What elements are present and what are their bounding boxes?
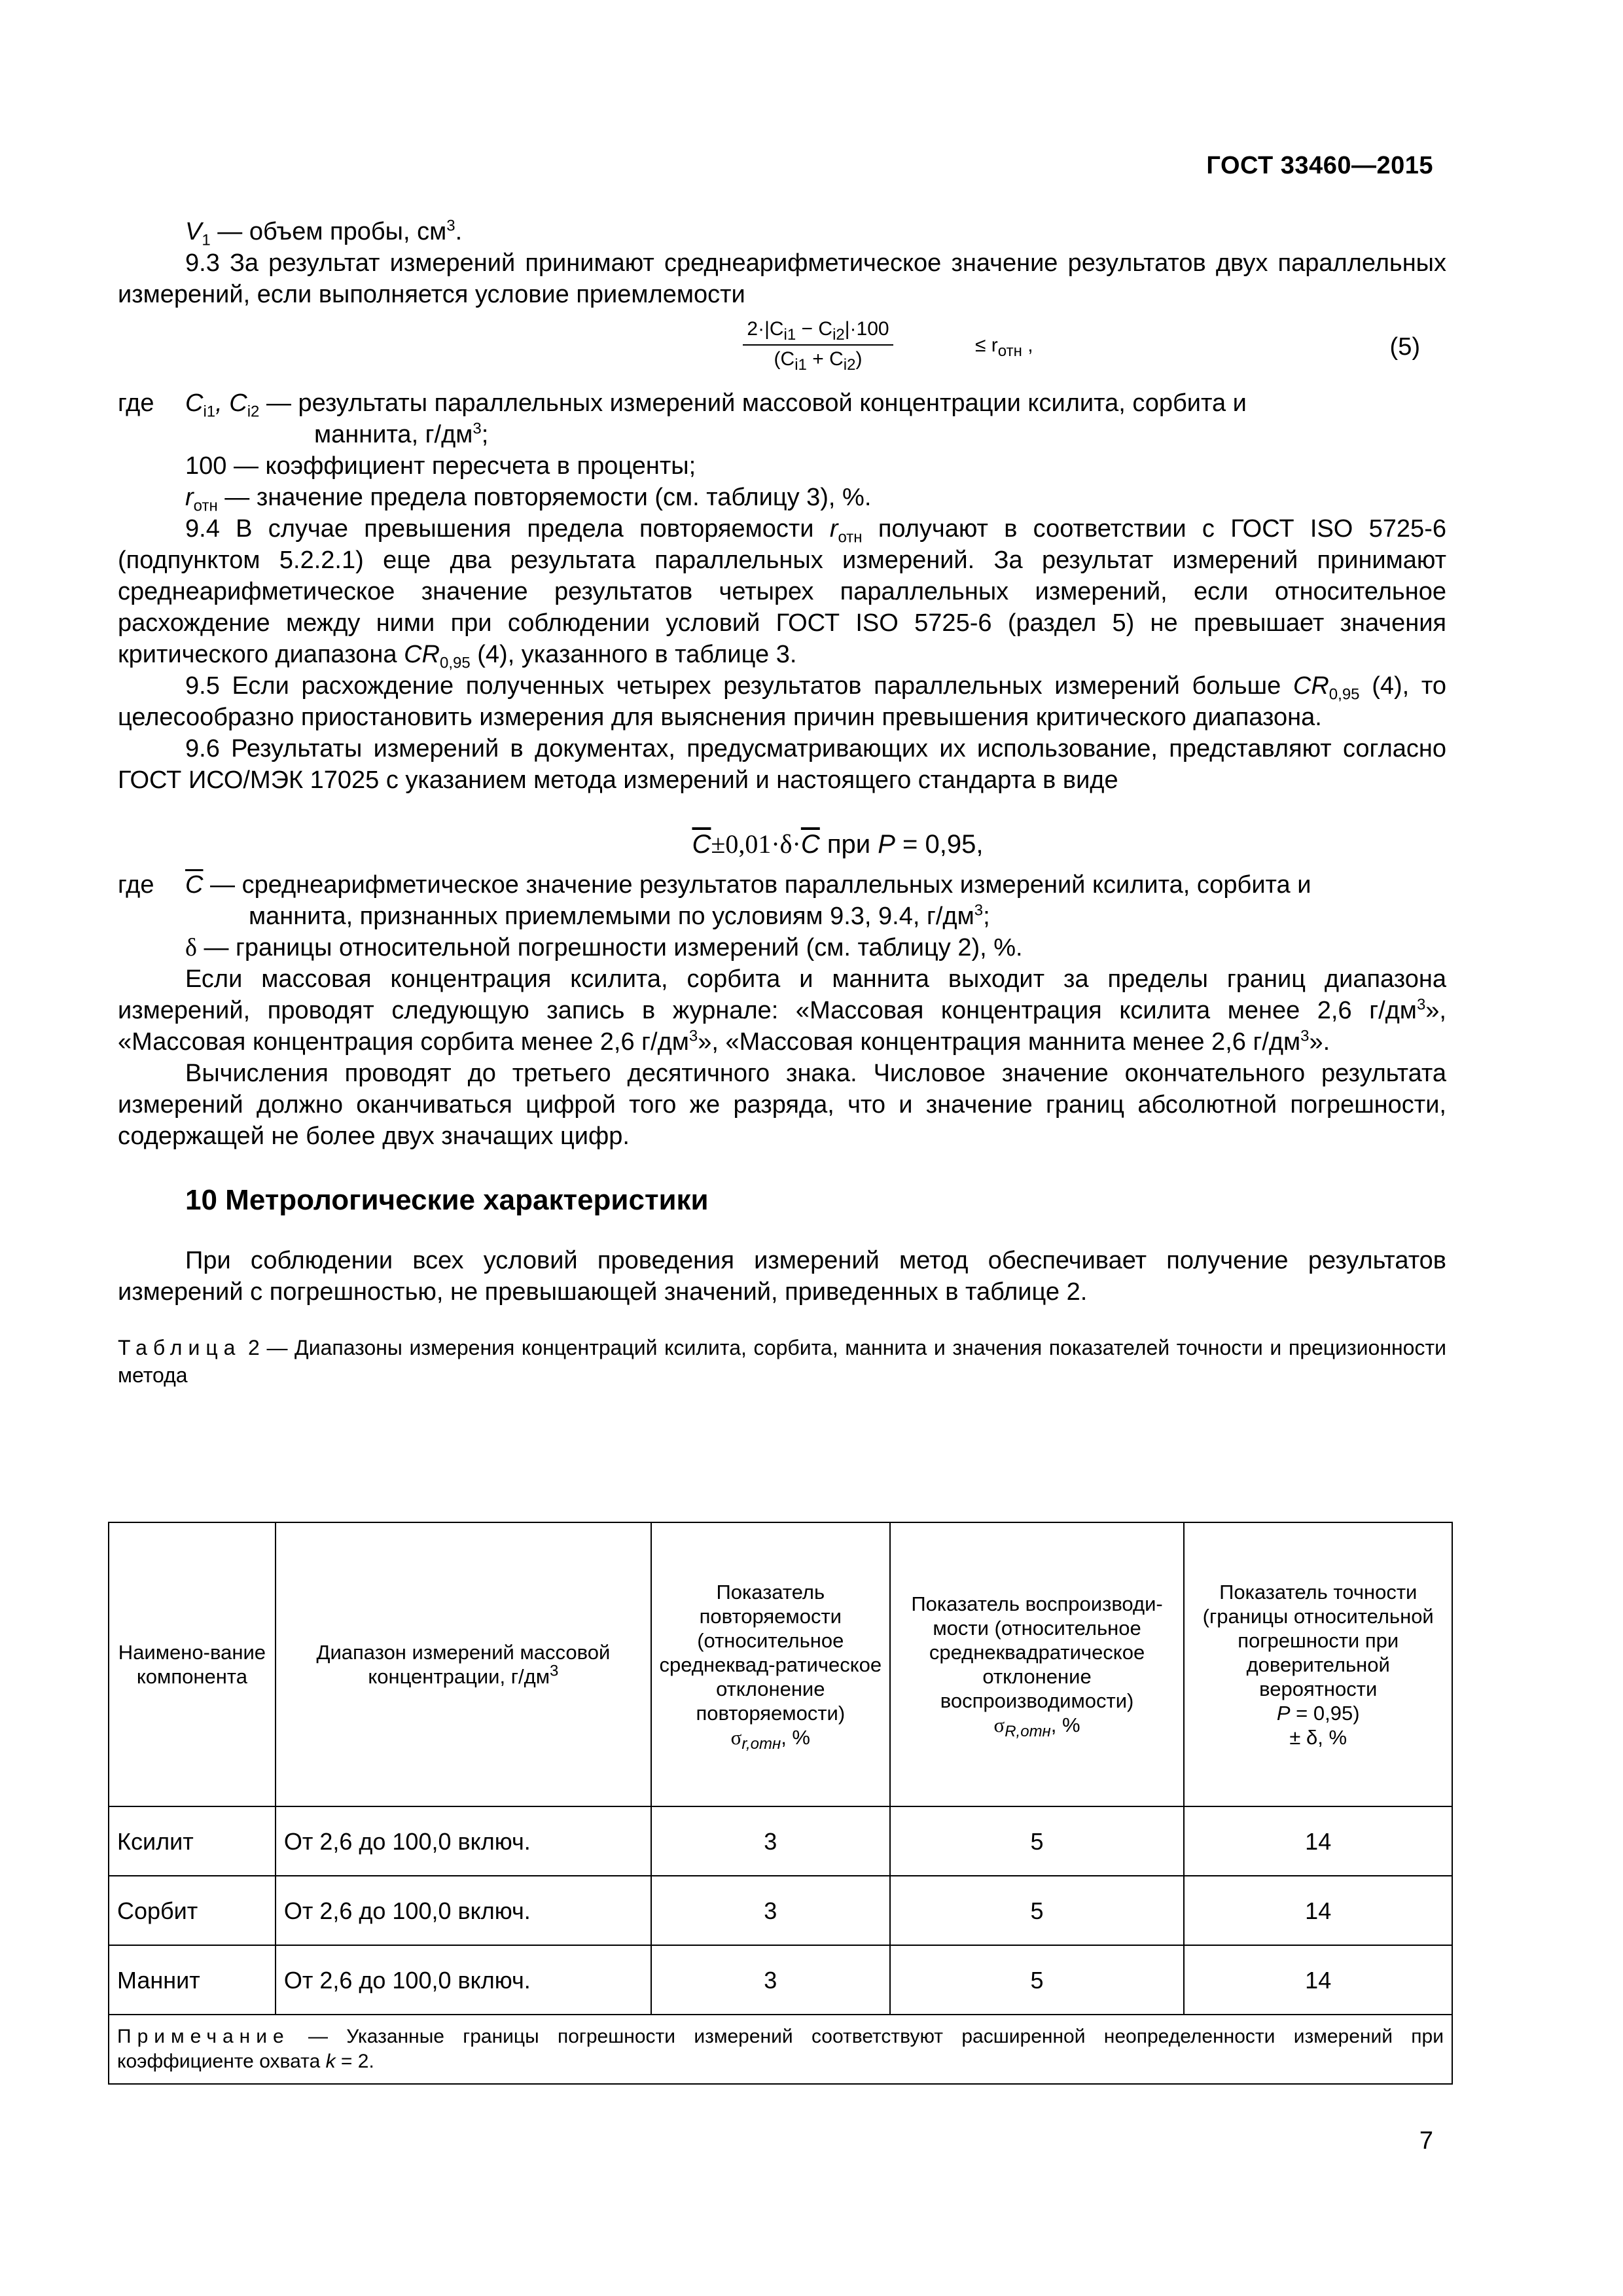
table-row [109, 1945, 1452, 2015]
calculation-paragraph: Вычисления проводят до третьего десятичного знака. Числовое значение окончательного результата измерений должно оканчиваться цифрой того же разряда, что и значение границ абсолютной погрешности, содержащей не более двух значащих цифр. [118, 1060, 1446, 1150]
header-component: Наимено-вание компонента [109, 1522, 276, 1806]
cell-repeatability: 3 [651, 1876, 890, 1945]
table-2-caption: Таблица 2 — Диапазоны измерения концентраций ксилита, сорбита, маннита и значения показателей точности и прецизионности метода [118, 1336, 1446, 1387]
table-note-row [109, 2015, 1452, 2084]
result-formula: $\overline{C}\pm 0,01\cdot\delta\cdot\overline{C}$ при P = 0,95, [692, 829, 984, 859]
where-block-1-continuation: маннита, $г/дм^3$; [314, 420, 489, 448]
cell-repeatability: 3 [651, 1945, 890, 2015]
clause-9-6: 9.6 Результаты измерений в документах, предусматривающих их использование, представляют согласно ГОСТ ИСО/МЭК 17025 с указанием метода измерений и настоящего стандарта в виде [118, 735, 1446, 794]
formula-5-rhs: ≤ $r_{отн}$ , [975, 334, 1033, 360]
where-block-2-continuation: маннита, признанных приемлемыми по условиям 9.3, 9.4, $г/дм^3$; [249, 901, 990, 930]
document-header: ГОСТ 33460—2015 [1206, 152, 1433, 179]
cell-accuracy: 14 [1184, 1945, 1452, 2015]
main-content [118, 216, 1446, 1427]
cell-reproducibility: 5 [890, 1876, 1185, 1945]
section-10-intro: При соблюдении всех условий проведения измерений метод обеспечивает получение результатов измерений с погрешностью, не превышающей значений, приведенных в таблице 2. [118, 1247, 1446, 1306]
formula-5 [118, 313, 1446, 381]
cell-repeatability: 3 [651, 1806, 890, 1876]
header-repeatability: Показатель повторяемости (относительное среднеквад-ратическое отклонение повторяемости) $\sigma_{r,отн}$, % [651, 1522, 890, 1806]
clause-9-4: 9.4 В случае превышения предела повторяемости $r_{отн}$ получают в соответствии с ГОСТ ISO 5725-6 (подпунктом 5.2.2.1) еще два результата параллельных измерений. За результат измерений принимают среднеарифметическое значение результатов четырех параллельных измерений, если относительное расхождение между ними при соблюдении условий ГОСТ ISO 5725-6 (раздел 5) не превышает значения критического диапазона $CR_{0,95}$ (4), указанного в таблице 3. [118, 515, 1446, 672]
cell-name: Маннит [109, 1945, 276, 2015]
table-header-row [109, 1522, 1452, 1806]
delta-definition: δ — границы относительной погрешности измерений (см. таблицу 2), %. [185, 934, 1023, 961]
cell-accuracy: 14 [1184, 1806, 1452, 1876]
header-reproducibility: Показатель воспроизводи-мости (относительное среднеквадратическое отклонение воспроизводимости) $\sigma_{R,отн}$, % [890, 1522, 1185, 1806]
cell-accuracy: 14 [1184, 1876, 1452, 1945]
cell-reproducibility: 5 [890, 1806, 1185, 1876]
coefficient-definition: 100 — коэффициент пересчета в проценты; [185, 452, 696, 480]
header-accuracy: Показатель точности (границы относительной погрешности при доверительной вероятности P = 0,95) ± δ, % [1184, 1522, 1452, 1806]
cell-reproducibility: 5 [890, 1945, 1185, 2015]
header-range: Диапазон измерений массовой концентрации, $г/дм^3$ [276, 1522, 651, 1806]
out-of-range-paragraph: Если массовая концентрация ксилита, сорбита и маннита выходит за пределы границ диапазона измерений, проводят следующую запись в журнале: «Массовая концентрация ксилита менее 2,6 $г/дм^3$», «Массовая концентрация сорбита менее 2,6 $г/дм^3$», «Массовая концентрация маннита менее 2,6 $г/дм^3$». [118, 965, 1446, 1056]
where-block-2: где $\overline{C}$ — среднеарифметическое значение результатов параллельных измерений ксилита, сорбита и [118, 871, 1311, 899]
where-block-1: где $C_{i1}$, $C_{i2}$ — результаты параллельных измерений массовой концентрации ксилита, сорбита и [118, 389, 1247, 421]
cell-name: Ксилит [109, 1806, 276, 1876]
table-note: Примечание — Указанные границы погрешности измерений соответствуют расширенной неопределенности измерений при коэффициенте охвата k = 2. [109, 2015, 1452, 2084]
metrics-table [108, 1522, 1453, 2085]
cell-range: От 2,6 до 100,0 включ. [276, 1876, 651, 1945]
section-10-title: 10 Метрологические характеристики [185, 1184, 709, 1216]
formula-5-fraction [661, 317, 975, 372]
cell-name: Сорбит [109, 1876, 276, 1945]
formula-5-number: (5) [1389, 333, 1420, 361]
volume-definition: $V_1$ — объем пробы, $см^3$. [185, 217, 463, 249]
cell-range: От 2,6 до 100,0 включ. [276, 1806, 651, 1876]
clause-9-5: 9.5 Если расхождение полученных четырех результатов параллельных измерений больше $CR_{0,95}$ (4), то целесообразно приостановить измерения для выяснения причин превышения критического диапазона. [118, 672, 1446, 731]
page-number: 7 [1419, 2127, 1433, 2155]
clause-9-3: 9.3 За результат измерений принимают среднеарифметическое значение результатов двух параллельных измерений, если выполняется условие приемлемости [118, 249, 1446, 308]
formula-5-numerator: $2\cdot|C_{i1} - C_{i2}|\cdot 100$ [743, 317, 893, 346]
table-row [109, 1806, 1452, 1876]
cell-range: От 2,6 до 100,0 включ. [276, 1945, 651, 2015]
repeatability-limit-definition: $r_{отн}$ — значение предела повторяемости (см. таблицу 3), %. [185, 484, 872, 515]
table-row [109, 1876, 1452, 1945]
formula-5-denominator: $(C_{i1} + C_{i2})$ [774, 348, 863, 374]
